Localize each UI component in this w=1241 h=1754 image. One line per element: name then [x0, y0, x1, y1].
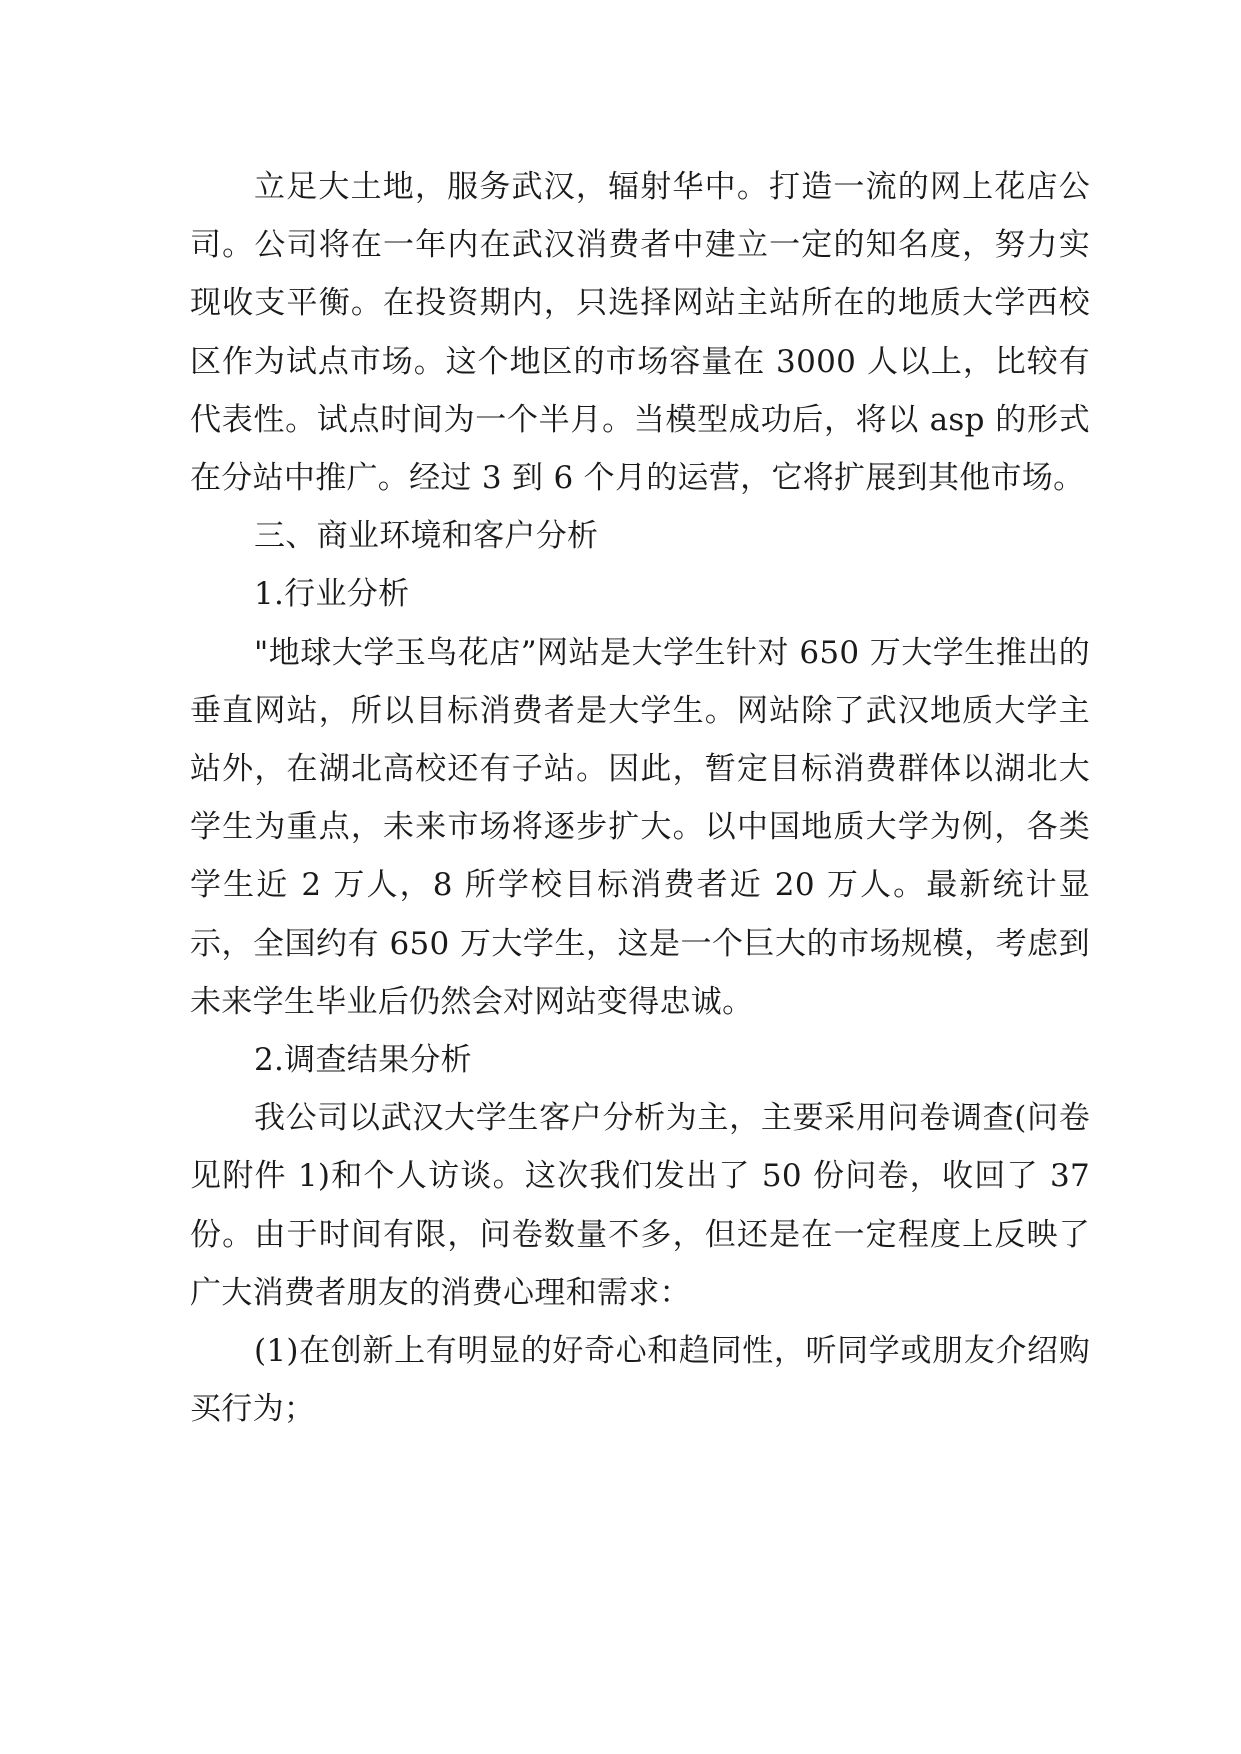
- paragraph-industry: "地球大学玉鸟花店”网站是大学生针对 650 万大学生推出的垂直网站，所以目标消费者是大学生。网站除了武汉地质大学主站外，在湖北高校还有子站。因此，暂定目标消费群体以湖北大学生为重点，未来市场将逐步扩大。以中国地质大学为例，各类学生近 2 万人，8 所学校目标消费者近 20 万人。最新统计显示，全国约有 650 万大学生，这是一个巨大的市场规模，考虑到未来学生毕业后仍然会对网站变得忠诚。: [190, 634, 1090, 1020]
- list-item-finding-1: (1)在创新上有明显的好奇心和趋同性，听同学或朋友介绍购买行为；: [190, 1333, 1090, 1428]
- subheading-industry-analysis: 1.行业分析: [254, 576, 410, 613]
- paragraph-survey: 我公司以武汉大学生客户分析为主，主要采用问卷调查(问卷见附件 1)和个人访谈。这次我们发出了 50 份问卷，收回了 37 份。由于时间有限，问卷数量不多，但还是在一定程度上反映了广大消费者朋友的消费心理和需求：: [190, 1100, 1101, 1311]
- document-body: [190, 158, 1101, 1438]
- subheading-survey-analysis: 2.调查结果分析: [254, 1042, 472, 1079]
- paragraph-goals: 立足大土地，服务武汉，辐射华中。打造一流的网上花店公司。公司将在一年内在武汉消费者中建立一定的知名度，努力实现收支平衡。在投资期内，只选择网站主站所在的地质大学西校区作为试点市场。这个地区的市场容量在 3000 人以上，比较有代表性。试点时间为一个半月。当模型成功后，将以 asp 的形式在分站中推广。经过 3 到 6 个月的运营，它将扩展到其他市场。: [190, 169, 1090, 497]
- section-heading-business-environment: 三、商业环境和客户分析: [254, 518, 599, 555]
